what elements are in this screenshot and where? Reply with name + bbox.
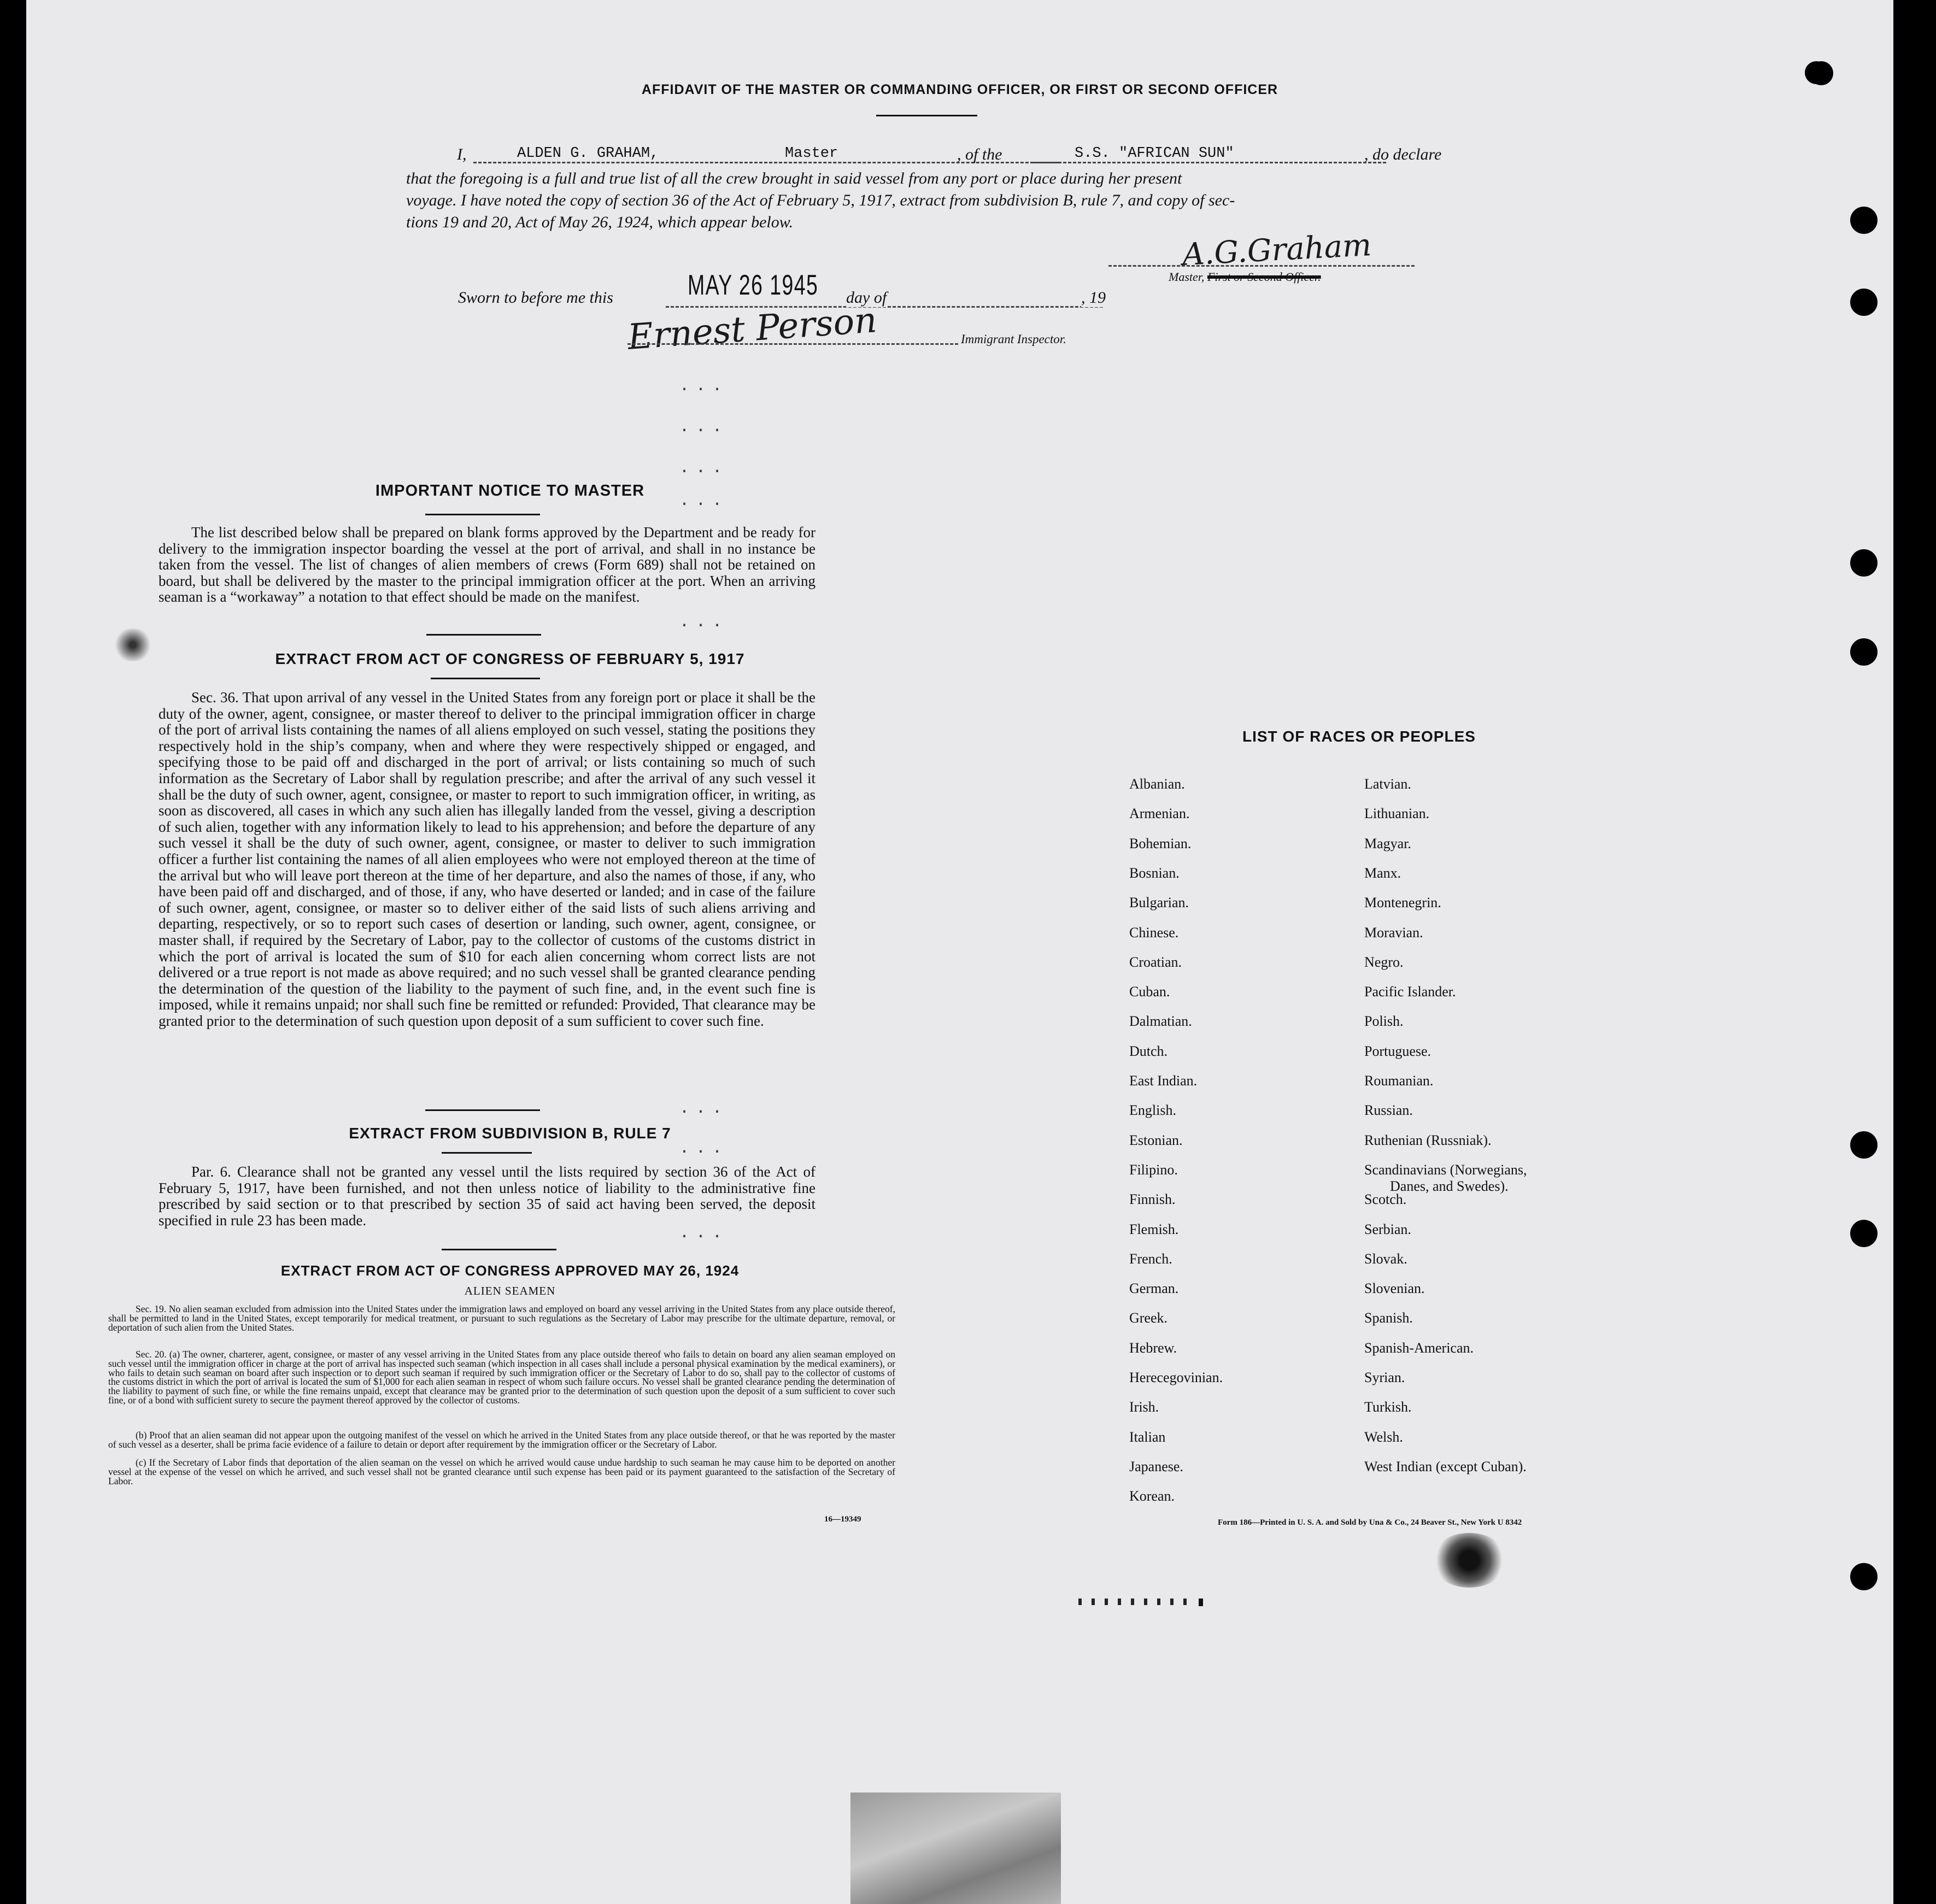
race-item-right: Latvian. bbox=[1364, 776, 1411, 792]
officer-caption bbox=[1169, 270, 1321, 284]
master-caption: Master, bbox=[1169, 270, 1205, 284]
race-item-right: Montenegrin. bbox=[1364, 895, 1441, 911]
race-item-right: Danes, and Swedes). bbox=[1390, 1178, 1509, 1194]
act-1924-sec20a: Sec. 20. (a) The owner, charterer, agent, consignee, or master of any vessel arriving in the United States from any place outside thereof who fails to detain on board any alien seaman employed on such vessel until the immigration officer in charge at the port of arrival has inspected such seaman (which inspection in all cases shall include a personal physical examination by the medical examiners), or who fails to detain such seaman on board after such inspection or to deport such seaman if required by such immigration officer or the Secretary of Labor to do so, shall pay to the collector of customs of the customs district in which the port of arrival is located the sum of $1,000 for each alien seaman in respect of whom such failure occurs. No vessel shall be granted clearance pending the determination of the liability to payment of such fine, or while the fine remains unpaid, except that clearance may be granted prior to the determination of such question upon the deposit of a sum sufficient to cover such fine, or of a bond with sufficient surety to secure the payment thereof approved by the collector of customs. bbox=[108, 1349, 895, 1406]
notice-title: IMPORTANT NOTICE TO MASTER bbox=[375, 482, 645, 499]
races-title: LIST OF RACES OR PEOPLES bbox=[1242, 728, 1476, 745]
race-item-right: Spanish-American. bbox=[1364, 1339, 1474, 1356]
race-item-left: Bulgarian. bbox=[1129, 895, 1189, 911]
punch-hole bbox=[1850, 549, 1878, 577]
race-item-right: Portuguese. bbox=[1364, 1043, 1432, 1059]
year-label: , 19 bbox=[1081, 289, 1106, 307]
section-rule bbox=[442, 1249, 556, 1250]
ink-speck bbox=[1078, 1599, 1193, 1605]
affidavit-line-4: tions 19 and 20, Act of May 26, 1924, which appear below. bbox=[406, 213, 794, 231]
race-item-right: Lithuanian. bbox=[1364, 806, 1430, 822]
act-1924-sec19: Sec. 19. No alien seaman excluded from admission into the United States under the immigration laws and employed on board any vessel arriving in the United States from any place outside thereof, shall be permitted to land in the United States, except temporarily for medical treatment, or pursuant to such regulations as the Secretary of Labor may prescribe for the ultimate departure, removal, or deportation of such alien from the United States. bbox=[108, 1303, 895, 1333]
race-item-left: Korean. bbox=[1129, 1488, 1175, 1505]
extract-1917-body: Sec. 36. That upon arrival of any vessel in the United States from any foreign port or place it shall be the duty of the owner, agent, consignee, or master thereof to deliver to the principal immigration officer in charge of the port of arrival lists containing the names of all aliens employed on such vessel, stating the positions they respectively hold in the ship’s company, when and where they were respectively shipped or engaged, and specifying those to be paid off and discharged in the port of arrival; or lists containing so much of such information as the Secretary of Labor shall by regulation prescribe; and after the arrival of any such vessel it shall be the duty of such owner, agent, consignee, or master to report to such immigration officer, in writing, as soon as discovered, all cases in which any such alien has illegally landed from the vessel, giving a description of such alien, together with any information likely to lead to his apprehension; and before the departure of any such vessel it shall be the duty of such owner, agent, consignee, or master to deliver to such immigration officer a further list containing the names of all alien employees who were not employed thereon at the time of the arrival but who will leave port thereon at the time of her departure, and also the names of those, if any, who have been paid off and discharged, and of those, if any, who have deserted or landed; and in case of the failure of such owner, agent, consignee, or master so to deliver either of the said lists of such aliens arriving and departing, respectively, or so to report such cases of desertion or landing, such owner, agent, consignee, or master shall, if required by the Secretary of Labor, pay to the collector of customs of the customs district in which the port of arrival is located the sum of $10 for each alien concerning whom correct lists are not delivered or a true report is not made as above required; and no such vessel shall be granted clearance pending the determination of the question of the liability to the payment of such fine, and, in the event such fine is imposed, while it remains unpaid; nor shall such fine be remitted or refunded: Provided, That clearance may be granted prior to the determination of such question upon deposit of a sum sufficient to cover such fine. bbox=[159, 689, 816, 1029]
rule7-title: EXTRACT FROM SUBDIVISION B, RULE 7 bbox=[349, 1125, 671, 1142]
struck-caption: First or Second Officer. bbox=[1207, 270, 1321, 284]
race-item-left: Armenian. bbox=[1129, 806, 1190, 822]
affidavit-line-3: voyage. I have noted the copy of section 36 of the Act of February 5, 1917, extract from subdivision B, rule 7, and copy of sec- bbox=[406, 191, 1235, 209]
race-item-right: Syrian. bbox=[1364, 1370, 1405, 1385]
affidavit-line-2: that the foregoing is a full and true list of all the crew brought in said vessel from any port or place during her present bbox=[406, 169, 1182, 187]
race-item-left: German. bbox=[1129, 1280, 1179, 1297]
leader-dots: ... bbox=[679, 1100, 729, 1118]
declare-label: , do declare bbox=[1364, 145, 1442, 163]
race-item-right: Russian. bbox=[1364, 1102, 1413, 1119]
punch-hole bbox=[1850, 1131, 1878, 1159]
act-1924-sec20b: (b) Proof that an alien seaman did not appear upon the outgoing manifest of the vessel on which he arrived in the United States from any place outside thereof, or that he was reported by the master of such vessel as a deserter, shall be prima facie evidence of a failure to detain or deport after requirement by the immigration officer or the Secretary of Labor. bbox=[108, 1430, 895, 1450]
punch-hole bbox=[1850, 289, 1878, 316]
ink-speck bbox=[1199, 1599, 1203, 1606]
race-item-right: Roumanian. bbox=[1364, 1073, 1434, 1089]
race-item-right: Slovak. bbox=[1364, 1250, 1407, 1267]
race-item-left: Bohemian. bbox=[1129, 835, 1192, 851]
document-page bbox=[26, 0, 1893, 1904]
act-1924-title: EXTRACT FROM ACT OF CONGRESS APPROVED MAY 26, 1924 bbox=[280, 1262, 740, 1279]
race-item-right: Slovenian. bbox=[1364, 1280, 1425, 1297]
inspector-caption: Immigrant Inspector. bbox=[961, 332, 1066, 346]
sworn-label: Sworn to before me this bbox=[458, 289, 613, 307]
section-rule bbox=[426, 634, 541, 636]
race-item-left: Croatian. bbox=[1129, 954, 1182, 970]
date-stamp: MAY 26 1945 bbox=[688, 269, 819, 301]
leader-dots: ... bbox=[679, 492, 729, 510]
race-item-right: Welsh. bbox=[1364, 1429, 1403, 1445]
punch-hole bbox=[1809, 61, 1833, 85]
race-item-left: Bosnian. bbox=[1129, 865, 1180, 881]
punch-hole bbox=[1850, 1563, 1878, 1590]
race-item-left: Filipino. bbox=[1129, 1161, 1178, 1178]
race-item-right: Turkish. bbox=[1364, 1399, 1412, 1415]
leader-dots: ... bbox=[679, 418, 729, 437]
leader-dots: ... bbox=[679, 1139, 729, 1158]
master-name: ALDEN G. GRAHAM, bbox=[517, 145, 659, 162]
vessel-name: S.S. "AFRICAN SUN" bbox=[1075, 145, 1234, 162]
race-item-left: Flemish. bbox=[1129, 1221, 1179, 1237]
race-item-left: Irish. bbox=[1129, 1399, 1159, 1415]
affidavit-title: AFFIDAVIT OF THE MASTER OR COMMANDING OFFICER, OR FIRST OR SECOND OFFICER bbox=[641, 82, 1278, 97]
race-item-right: Polish. bbox=[1364, 1013, 1404, 1030]
race-item-left: Dalmatian. bbox=[1129, 1013, 1192, 1030]
affidavit-line-1 bbox=[457, 145, 1474, 167]
race-item-left: Chinese. bbox=[1129, 924, 1179, 941]
race-item-right: Pacific Islander. bbox=[1364, 984, 1456, 1000]
race-item-left: Greek. bbox=[1129, 1310, 1168, 1326]
race-item-left: Japanese. bbox=[1129, 1458, 1183, 1474]
race-item-right: Serbian. bbox=[1364, 1221, 1411, 1237]
race-item-right: Scotch. bbox=[1364, 1191, 1407, 1208]
race-item-left: Albanian. bbox=[1129, 776, 1185, 792]
act-1924-subtitle: ALIEN SEAMEN bbox=[464, 1284, 556, 1297]
officer-rank: Master bbox=[785, 145, 838, 162]
punch-hole bbox=[1850, 1220, 1878, 1247]
fill-line bbox=[1034, 162, 1386, 163]
section-rule bbox=[431, 678, 540, 679]
rule7-body: Par. 6. Clearance shall not be granted any vessel until the lists required by section 36 of the Act of February 5, 1917, have been furnished, and not then unless notice of liability to the administrative fine prescribed by said section or to that prescribed by section 35 of said act having been served, the deposit specified in rule 23 has been made. bbox=[159, 1163, 816, 1229]
race-item-left: Italian bbox=[1129, 1429, 1166, 1445]
leader-dots: ... bbox=[679, 613, 729, 632]
race-item-right: Manx. bbox=[1364, 865, 1401, 881]
form-footer: Form 186—Printed in U. S. A. and Sold by Una & Co., 24 Beaver St., New York U 8342 bbox=[1218, 1518, 1522, 1527]
leader-dots: ... bbox=[679, 1224, 729, 1243]
inspector-signature: Ernest Person bbox=[626, 300, 878, 358]
race-item-right: Moravian. bbox=[1364, 924, 1423, 941]
title-rule bbox=[876, 115, 977, 116]
pronoun-i: I, bbox=[457, 145, 467, 163]
race-item-right: Negro. bbox=[1364, 954, 1404, 970]
race-item-right: Scandinavians (Norwegians, bbox=[1364, 1161, 1527, 1178]
inspector-line bbox=[627, 343, 958, 345]
of-the-label: , of the bbox=[957, 145, 1002, 163]
act-1924-sec20c: (c) If the Secretary of Labor finds that deportation of the alien seaman on the vessel on which he arrived would cause undue hardship to such seaman he may cause him to be deported on another vessel at the expense of the vessel on which he arrived, and such vessel shall not be granted clearance until such expense has been paid or its payment guaranteed to the satisfaction of the Secretary of Labor. bbox=[108, 1457, 895, 1486]
leader-dots: ... bbox=[679, 459, 729, 478]
section-rule bbox=[425, 1109, 540, 1111]
race-item-left: East Indian. bbox=[1129, 1073, 1198, 1089]
punch-hole bbox=[1850, 207, 1878, 234]
race-item-right: Ruthenian (Russniak). bbox=[1364, 1132, 1492, 1148]
section-rule bbox=[425, 514, 540, 515]
race-item-left: Dutch. bbox=[1129, 1043, 1168, 1059]
race-item-left: Finnish. bbox=[1129, 1191, 1176, 1208]
ink-blot bbox=[1431, 1533, 1507, 1588]
race-item-left: English. bbox=[1129, 1102, 1176, 1119]
day-of-label: day of bbox=[846, 289, 887, 307]
section-rule bbox=[442, 1152, 532, 1154]
race-item-right: Spanish. bbox=[1364, 1310, 1413, 1326]
notice-body: The list described below shall be prepared on blank forms approved by the Department and be ready for delivery to the immigration inspector boarding the vessel at the port of arrival, and shall in no instance be taken from the vessel. The list of changes of alien members of crews (Form 689) shall not be retained on board, but shall be delivered by the master to the principal immigration officer at the port. When an arriving seaman is a “workaway” a notation to that effect should be made on the manifest. bbox=[159, 524, 816, 606]
extract-1917-title: EXTRACT FROM ACT OF CONGRESS OF FEBRUARY 5, 1917 bbox=[275, 650, 745, 667]
race-item-left: Herecegovinian. bbox=[1129, 1370, 1223, 1385]
race-item-right: Magyar. bbox=[1364, 835, 1411, 851]
race-item-left: Estonian. bbox=[1129, 1132, 1183, 1148]
master-signature: A.G.Graham bbox=[1181, 227, 1372, 273]
form-code: 16—19349 bbox=[824, 1515, 861, 1524]
ink-speck bbox=[108, 628, 157, 661]
race-item-left: French. bbox=[1129, 1250, 1172, 1267]
paper-damage bbox=[850, 1793, 1061, 1904]
leader-dots: ... bbox=[679, 377, 729, 396]
punch-hole bbox=[1850, 638, 1878, 666]
race-item-left: Hebrew. bbox=[1129, 1339, 1177, 1356]
race-item-right: West Indian (except Cuban). bbox=[1364, 1458, 1527, 1474]
race-item-left: Cuban. bbox=[1129, 984, 1170, 1000]
